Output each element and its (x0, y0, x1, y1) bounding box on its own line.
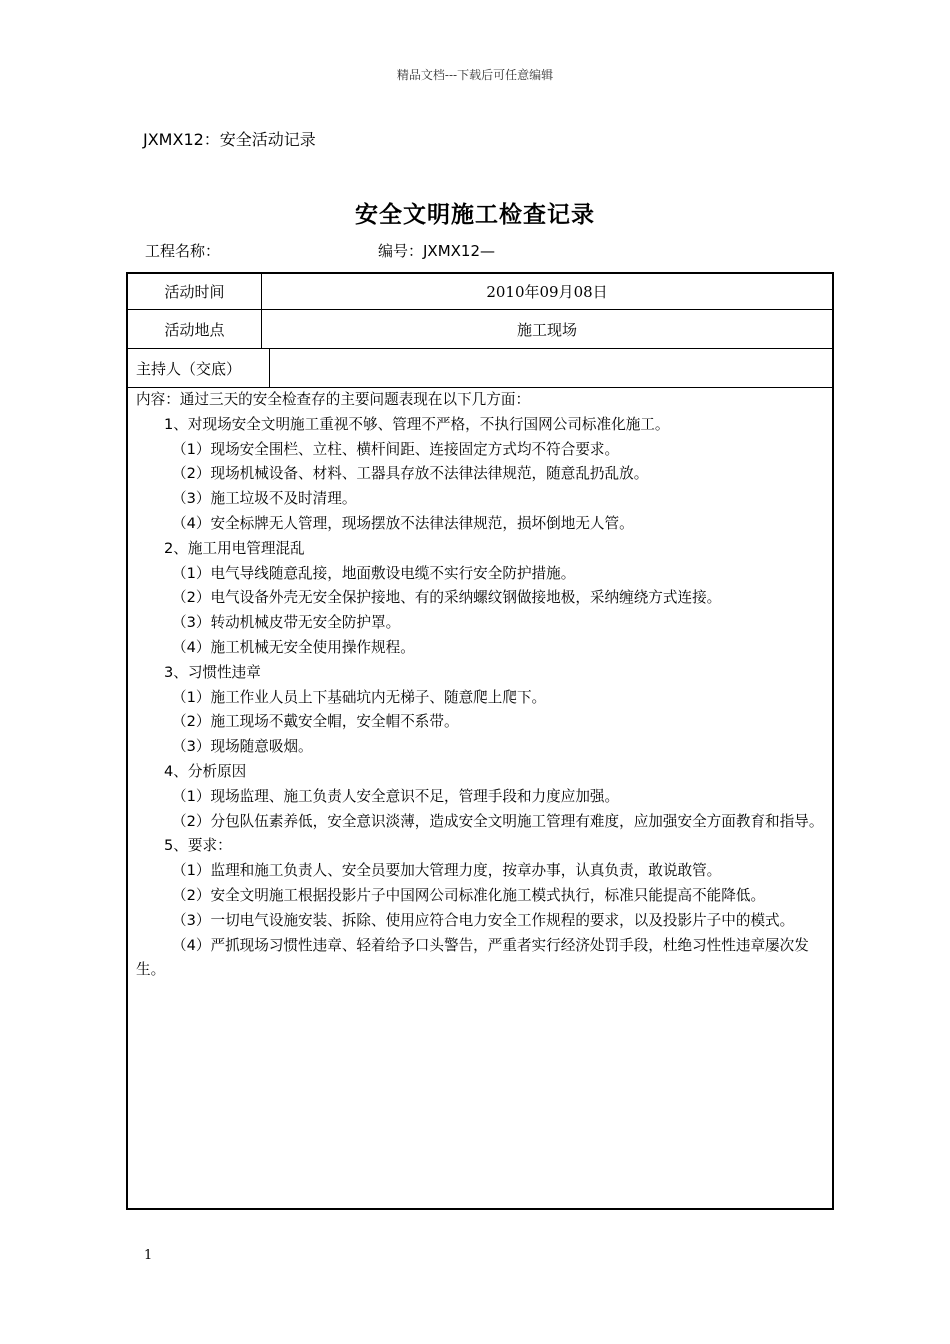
content-line: （1）现场安全围栏、立柱、横杆间距、连接固定方式均不符合要求。 (172, 440, 620, 458)
activity-time-label: 活动时间 (128, 274, 262, 309)
page-title: 安全文明施工检查记录 (355, 202, 595, 228)
activity-location-label: 活动地点 (128, 310, 262, 348)
content-line: （3）一切电气设施安装、拆除、使用应符合电力安全工作规程的要求，以及投影片子中的模式。 (172, 911, 795, 929)
serial-number-label: 编号：JXMX12— (378, 242, 496, 260)
content-line: 3、习惯性违章 (164, 663, 261, 681)
content-line: （1）施工作业人员上下基础坑内无梯子、随意爬上爬下。 (172, 688, 547, 706)
table-row-activity-time (128, 274, 832, 310)
content-line: （4）施工机械无安全使用操作规程。 (172, 638, 415, 656)
record-table (126, 272, 834, 1210)
content-line: 2、施工用电管理混乱 (164, 539, 305, 557)
content-line: （4）安全标牌无人管理，现场摆放不法律法律规范，损坏倒地无人管。 (172, 514, 634, 532)
activity-time-value: 2010年09月08日 (486, 283, 608, 301)
content-line: （2）现场机械设备、材料、工器具存放不法律法律规范，随意乱扔乱放。 (172, 465, 649, 483)
content-line: （3）转动机械皮带无安全防护罩。 (172, 614, 401, 632)
document-code: JXMX12：安全活动记录 (143, 130, 316, 149)
table-row-host (128, 349, 832, 388)
content-line: （2）施工现场不戴安全帽，安全帽不系带。 (172, 713, 459, 731)
content-line: 1、对现场安全文明施工重视不够、管理不严格，不执行国网公司标准化施工。 (164, 415, 670, 433)
project-name-label: 工程名称： (145, 242, 221, 260)
content-line: （2）电气设备外壳无安全保护接地、有的采纳螺纹钢做接地极，采纳缠绕方式连接。 (172, 589, 722, 607)
content-line: 内容：通过三天的安全检查存的主要问题表现在以下几方面： (136, 391, 531, 408)
content-line: （1）监理和施工负责人、安全员要加大管理力度，按章办事，认真负责，敢说敢管。 (172, 862, 722, 880)
content-line: （2）安全文明施工根据投影片子中国网公司标准化施工模式执行，标准只能提高不能降低。 (172, 886, 766, 904)
content-line: （2）分包队伍素养低，安全意识淡薄，造成安全文明施工管理有难度，应加强安全方面教育和指导。 (172, 812, 824, 830)
content-line: 4、分析原因 (164, 762, 247, 780)
content-line: （1）电气导线随意乱接，地面敷设电缆不实行安全防护措施。 (172, 564, 576, 582)
host-label: 主持人（交底） (128, 349, 270, 387)
content-line: （1）现场监理、施工负责人安全意识不足，管理手段和力度应加强。 (172, 787, 620, 805)
activity-location-value: 施工现场 (516, 320, 577, 339)
table-row-activity-location (128, 310, 832, 349)
content-line: （4）严抓现场习惯性违章、轻着给予口头警告，严重者实行经济处罚手段，杜绝习性性违章屡次发生。 (136, 936, 809, 979)
page-number: 1 (144, 1248, 153, 1263)
content-line: （3）施工垃圾不及时清理。 (172, 490, 357, 508)
host-value (262, 349, 832, 387)
content-line: 5、要求： (164, 837, 232, 855)
content-line: （3）现场随意吸烟。 (172, 738, 313, 756)
header-note: 精品文档---下载后可任意编辑 (396, 68, 554, 82)
content-body (136, 388, 824, 983)
